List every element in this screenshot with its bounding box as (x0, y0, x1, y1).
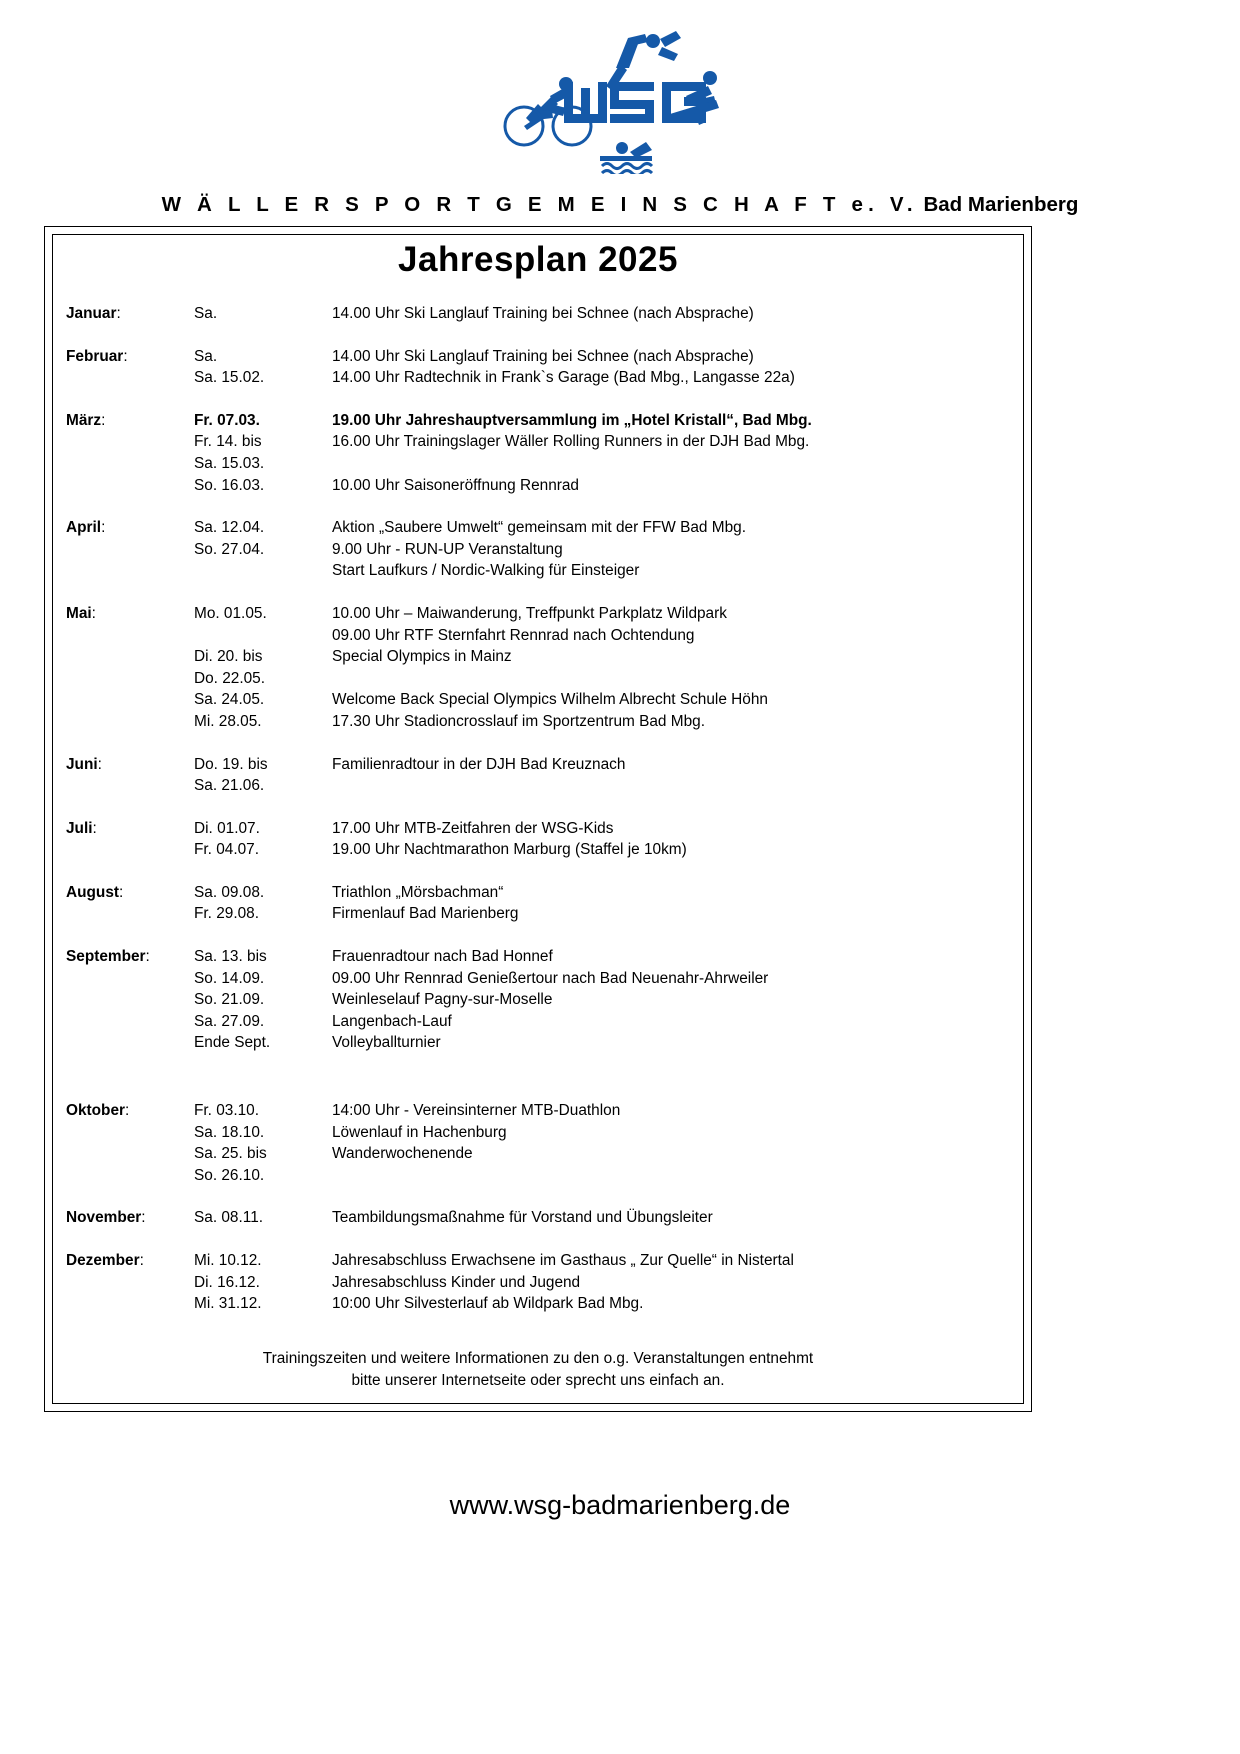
month-block-mai (66, 603, 1016, 733)
month-colon: : (125, 1102, 130, 1120)
month-label (66, 410, 194, 432)
plan-row (66, 646, 1016, 668)
wsg-logo-svg (502, 22, 738, 174)
plan-row (66, 903, 1016, 925)
month-label (66, 946, 194, 968)
plan-row (66, 1207, 1016, 1229)
month-block-september (66, 946, 1016, 1054)
plan-row (66, 560, 1016, 582)
event-description: Frauenradtour nach Bad Honnef (332, 948, 553, 966)
event-description: 17.00 Uhr MTB-Zeitfahren der WSG-Kids (332, 819, 614, 837)
month-colon: : (119, 883, 124, 901)
event-date: Fr. 14. bis (194, 433, 262, 451)
event-date: So. 16.03. (194, 476, 265, 494)
plan-row (66, 346, 1016, 368)
month-name: April (66, 519, 102, 537)
month-name: Januar (66, 305, 117, 322)
month-block-november (66, 1207, 1016, 1229)
month-label (66, 754, 194, 776)
month-name: März (66, 411, 102, 429)
event-description: 19.00 Uhr Nachtmarathon Marburg (Staffel je 10km) (332, 841, 687, 859)
event-description: Triathlon „Mörsbachman“ (332, 883, 504, 901)
event-date: So. 26.10. (194, 1166, 265, 1184)
plan-row (66, 1250, 1016, 1272)
event-date: Do. 22.05. (194, 669, 266, 687)
month-colon: : (92, 819, 97, 837)
event-description: 10.00 Uhr Saisoneröffnung Rennrad (332, 476, 579, 494)
event-date: Ende Sept. (194, 1034, 271, 1052)
month-block-oktober (66, 1100, 1016, 1186)
event-description: Löwenlauf in Hachenburg (332, 1123, 507, 1141)
plan-row (66, 603, 1016, 625)
event-description: 16.00 Uhr Trainingslager Wäller Rolling Runners in der DJH Bad Mbg. (332, 433, 810, 451)
plan-row (66, 818, 1016, 840)
month-block-juni (66, 754, 1016, 797)
plan-row (66, 431, 1016, 453)
month-block-januar (66, 303, 1016, 325)
row-spacer (66, 733, 1016, 754)
event-date: Mi. 28.05. (194, 712, 262, 730)
event-date: So. 21.09. (194, 991, 265, 1009)
month-name: November (66, 1209, 142, 1227)
plan-row (66, 1272, 1016, 1294)
plan-row (66, 1100, 1016, 1122)
plan-row (66, 775, 1016, 797)
row-spacer (66, 1054, 1016, 1100)
event-date: Fr. 03.10. (194, 1102, 260, 1120)
swimmer-wave-icon (600, 142, 652, 174)
month-colon: : (145, 948, 150, 966)
month-block-märz (66, 410, 1016, 496)
plan-row (66, 539, 1016, 561)
plan-row (66, 689, 1016, 711)
event-date: Fr. 04.07. (194, 841, 260, 859)
event-description: Aktion „Saubere Umwelt“ gemeinsam mit der FFW Bad Mbg. (332, 519, 746, 537)
page-title: Jahresplan 2025 (398, 240, 678, 279)
month-colon: : (139, 1252, 144, 1269)
event-description: 14.00 Uhr Radtechnik in Frank`s Garage (Bad Mbg., Langasse 22a) (332, 369, 795, 387)
month-name: Dezember (66, 1252, 140, 1269)
plan-row (66, 1032, 1016, 1054)
event-date: Di. 20. bis (194, 648, 263, 666)
event-date: Sa. 27.09. (194, 1012, 265, 1030)
event-description: 09.00 Uhr RTF Sternfahrt Rennrad nach Ochtendung (332, 626, 695, 644)
event-date: Di. 01.07. (194, 819, 260, 837)
event-date: Sa. (194, 347, 218, 365)
month-block-april (66, 517, 1016, 582)
month-label (66, 603, 194, 625)
month-block-august (66, 882, 1016, 925)
plan-row (66, 303, 1016, 325)
event-date: Sa. 08.11. (194, 1209, 264, 1227)
event-description: Familienradtour in der DJH Bad Kreuznach (332, 755, 626, 773)
annual-plan-table (66, 303, 1016, 1315)
plan-row (66, 711, 1016, 733)
month-label (66, 882, 194, 904)
month-label (66, 346, 194, 368)
plan-row (66, 1122, 1016, 1144)
event-date: Sa. 18.10. (194, 1123, 265, 1141)
plan-row (66, 475, 1016, 497)
month-label (66, 303, 194, 325)
event-date: Mi. 31.12. (194, 1295, 262, 1313)
event-description: Weinleselauf Pagny-sur-Moselle (332, 991, 553, 1009)
event-date: Do. 19. bis (194, 755, 268, 773)
month-name: Oktober (66, 1102, 126, 1120)
event-description: Volleyballturnier (332, 1034, 441, 1052)
plan-row (66, 968, 1016, 990)
month-block-februar (66, 346, 1016, 389)
event-description: Langenbach-Lauf (332, 1012, 452, 1030)
month-colon: : (97, 755, 102, 773)
event-description: Wanderwochenende (332, 1145, 473, 1163)
row-spacer (66, 797, 1016, 818)
row-spacer (66, 325, 1016, 346)
event-date: Sa. 09.08. (194, 883, 265, 901)
month-name: Februar (66, 347, 124, 365)
row-spacer (66, 582, 1016, 603)
month-label (66, 517, 194, 539)
row-spacer (66, 861, 1016, 882)
event-date: Mo. 01.05. (194, 604, 267, 622)
row-spacer (66, 389, 1016, 410)
club-logo (0, 22, 1240, 174)
row-spacer (66, 496, 1016, 517)
event-description: Firmenlauf Bad Marienberg (332, 905, 519, 923)
month-block-juli (66, 818, 1016, 861)
plan-row (66, 839, 1016, 861)
footer-note-line-1: Trainingszeiten und weitere Informationen zu den o.g. Veranstaltungen entnehmt (262, 1350, 814, 1367)
plan-row (66, 754, 1016, 776)
event-description: Jahresabschluss Erwachsene im Gasthaus „ Zur Quelle“ in Nistertal (332, 1252, 794, 1269)
event-date: Fr. 29.08. (194, 905, 260, 923)
event-date: Sa. 15.02. (194, 369, 265, 387)
cyclist-icon (505, 77, 591, 145)
plan-row (66, 946, 1016, 968)
event-date: Fr. 07.03. (194, 411, 260, 429)
event-description: Welcome Back Special Olympics Wilhelm Albrecht Schule Höhn (332, 691, 768, 709)
event-description: 14:00 Uhr - Vereinsinterner MTB-Duathlon (332, 1102, 621, 1120)
event-description: 14.00 Uhr Ski Langlauf Training bei Schnee (nach Absprache) (332, 347, 754, 365)
row-spacer (66, 1229, 1016, 1250)
plan-row (66, 668, 1016, 690)
plan-row (66, 517, 1016, 539)
event-description: 09.00 Uhr Rennrad Genießertour nach Bad Neuenahr-Ahrweiler (332, 969, 769, 987)
event-date: Sa. 13. bis (194, 948, 267, 966)
month-colon: : (91, 604, 96, 622)
plan-row (66, 1165, 1016, 1187)
event-description: 19.00 Uhr Jahreshauptversammlung im „Hotel Kristall“, Bad Mbg. (332, 411, 812, 429)
event-date: So. 14.09. (194, 969, 265, 987)
month-colon: : (123, 347, 128, 365)
month-label (66, 1250, 194, 1272)
month-name: August (66, 883, 120, 901)
event-date: So. 27.04. (194, 540, 265, 558)
event-date: Mi. 10.12. (194, 1252, 262, 1269)
month-label (66, 818, 194, 840)
event-date: Sa. 15.03. (194, 454, 265, 472)
month-block-dezember (66, 1250, 1016, 1315)
event-date: Sa. 21.06. (194, 777, 265, 795)
event-date: Sa. 24.05. (194, 691, 265, 709)
plan-row (66, 1293, 1016, 1315)
club-name-header (0, 193, 1240, 217)
month-label (66, 1207, 194, 1229)
footer-note-line-2: bitte unserer Internetseite oder sprecht uns einfach an. (351, 1372, 725, 1389)
month-colon: : (101, 411, 106, 429)
event-date: Sa. (194, 305, 218, 322)
plan-row (66, 1143, 1016, 1165)
event-description: 10.00 Uhr – Maiwanderung, Treffpunkt Parkplatz Wildpark (332, 604, 727, 622)
plan-row (66, 882, 1016, 904)
plan-row (66, 367, 1016, 389)
month-colon: : (116, 305, 121, 322)
event-date: Sa. 12.04. (194, 519, 265, 537)
plan-row (66, 989, 1016, 1011)
plan-row (66, 453, 1016, 475)
club-city: Bad Marienberg (923, 193, 1079, 216)
website-url[interactable]: www.wsg-badmarienberg.de (449, 1490, 791, 1520)
month-name: Juni (66, 755, 98, 773)
plan-row (66, 410, 1016, 432)
plan-row (66, 1011, 1016, 1033)
month-label (66, 1100, 194, 1122)
event-description: 10:00 Uhr Silvesterlauf ab Wildpark Bad Mbg. (332, 1295, 644, 1313)
row-spacer (66, 1186, 1016, 1207)
row-spacer (66, 925, 1016, 946)
event-description: Teambildungsmaßnahme für Vorstand und Übungsleiter (332, 1209, 713, 1227)
event-description: 17.30 Uhr Stadioncrosslauf im Sportzentrum Bad Mbg. (332, 712, 705, 730)
event-description: Special Olympics in Mainz (332, 648, 512, 666)
month-name: Juli (66, 819, 93, 837)
event-date: Di. 16.12. (194, 1273, 260, 1291)
event-description: Jahresabschluss Kinder und Jugend (332, 1273, 581, 1291)
club-name-spaced: W Ä L L E R S P O R T G E M E I N S C H A F T e. V. (161, 193, 918, 216)
event-date: Sa. 25. bis (194, 1145, 267, 1163)
month-colon: : (101, 519, 106, 537)
wsg-letters (564, 82, 706, 123)
month-name: Mai (66, 604, 92, 622)
event-description: Start Laufkurs / Nordic-Walking für Einsteiger (332, 562, 640, 580)
plan-row (66, 625, 1016, 647)
month-name: September (66, 948, 146, 966)
event-description: 14.00 Uhr Ski Langlauf Training bei Schnee (nach Absprache) (332, 305, 754, 322)
footer-note (52, 1348, 1024, 1392)
event-description: 9.00 Uhr - RUN-UP Veranstaltung (332, 540, 563, 558)
month-colon: : (141, 1209, 146, 1227)
